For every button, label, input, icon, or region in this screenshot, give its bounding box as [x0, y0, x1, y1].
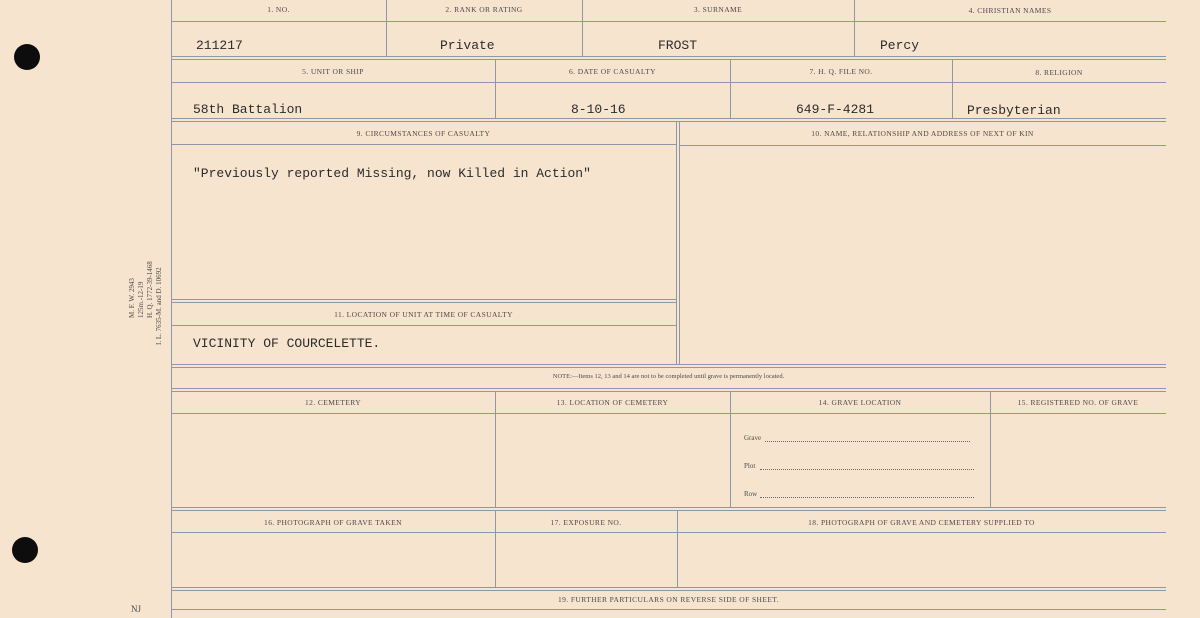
label-religion: 8. RELIGION	[1035, 68, 1083, 77]
side-stamp-line-3: H. Q. 1772-39-1468	[146, 261, 154, 318]
label-rank: 2. RANK OR RATING	[445, 5, 523, 14]
label-circumstances: 9. CIRCUMSTANCES OF CASUALTY	[356, 129, 491, 138]
footer-note: 19. FURTHER PARTICULARS ON REVERSE SIDE OF SHEET.	[557, 595, 779, 604]
label-registered-no: 15. REGISTERED NO. OF GRAVE	[1017, 398, 1139, 407]
plot-label: Plot	[744, 462, 756, 470]
value-location: VICINITY OF COURCELETTE.	[193, 336, 381, 351]
value-christian: Percy	[880, 38, 920, 53]
grave-line	[765, 441, 970, 442]
grave-label: Grave	[744, 434, 762, 442]
note: NOTE:—Items 12, 13 and 14 are not to be completed until grave is permanently located.	[552, 373, 785, 380]
row-separator	[171, 388, 1166, 389]
punch-hole-bottom	[12, 537, 38, 563]
label-grave-location: 14. GRAVE LOCATION	[818, 398, 902, 407]
divider	[495, 391, 496, 507]
corner-mark: NJ	[131, 604, 142, 614]
label-christian: 4. CHRISTIAN NAMES	[968, 6, 1052, 15]
divider	[679, 145, 1166, 146]
value-no: 211217	[196, 38, 243, 53]
row-separator	[171, 507, 1166, 508]
row-separator	[171, 587, 1166, 588]
label-file: 7. H. Q. FILE NO.	[809, 67, 873, 76]
value-circumstances: "Previously reported Missing, now Killed in Action"	[193, 166, 591, 181]
divider	[171, 325, 676, 326]
value-religion: Presbyterian	[967, 103, 1061, 118]
label-photo-taken: 16. PHOTOGRAPH OF GRAVE TAKEN	[264, 518, 402, 527]
row-separator	[171, 364, 1166, 365]
side-stamp-line-1: M. F. W. 2943	[128, 278, 136, 318]
label-no: 1. NO.	[267, 5, 290, 14]
value-date: 8-10-16	[571, 102, 626, 117]
value-file: 649-F-4281	[796, 102, 875, 117]
divider	[171, 532, 1166, 533]
divider	[171, 144, 676, 145]
label-next-of-kin: 10. NAME, RELATIONSHIP AND ADDRESS OF NEXT OF KIN	[811, 129, 1034, 138]
divider	[679, 121, 680, 364]
label-surname: 3. SURNAME	[693, 5, 743, 14]
plot-line	[760, 469, 974, 470]
value-unit: 58th Battalion	[193, 102, 303, 117]
label-unit: 5. UNIT OR SHIP	[302, 67, 364, 76]
label-location-of-unit: 11. LOCATION OF UNIT AT TIME OF CASUALTY	[334, 310, 513, 319]
value-rank: Private	[440, 38, 495, 53]
divider	[990, 391, 991, 507]
divider	[171, 82, 1166, 83]
row-label: Row	[744, 490, 758, 498]
side-stamp-line-4: I. L. 7635-M. and D. 10692	[155, 267, 163, 345]
divider	[730, 391, 731, 507]
value-surname: FROST	[658, 38, 698, 53]
side-stamp-line-2: 125m.-12-19	[137, 281, 145, 318]
label-date: 6. DATE OF CASUALTY	[569, 67, 656, 76]
divider	[171, 299, 676, 300]
label-photo-supplied: 18. PHOTOGRAPH OF GRAVE AND CEMETERY SUPPLIED TO	[808, 518, 1035, 527]
row-separator	[171, 56, 1166, 57]
label-cemetery: 12. CEMETERY	[304, 398, 362, 407]
row-separator	[171, 118, 1166, 119]
divider	[171, 413, 1166, 414]
label-exposure: 17. EXPOSURE NO.	[550, 518, 622, 527]
divider	[676, 121, 677, 364]
row-line	[760, 497, 974, 498]
divider	[171, 609, 1166, 610]
divider	[171, 21, 1166, 22]
punch-hole-top	[14, 44, 40, 70]
label-cemetery-location: 13. LOCATION OF CEMETERY	[556, 398, 669, 407]
